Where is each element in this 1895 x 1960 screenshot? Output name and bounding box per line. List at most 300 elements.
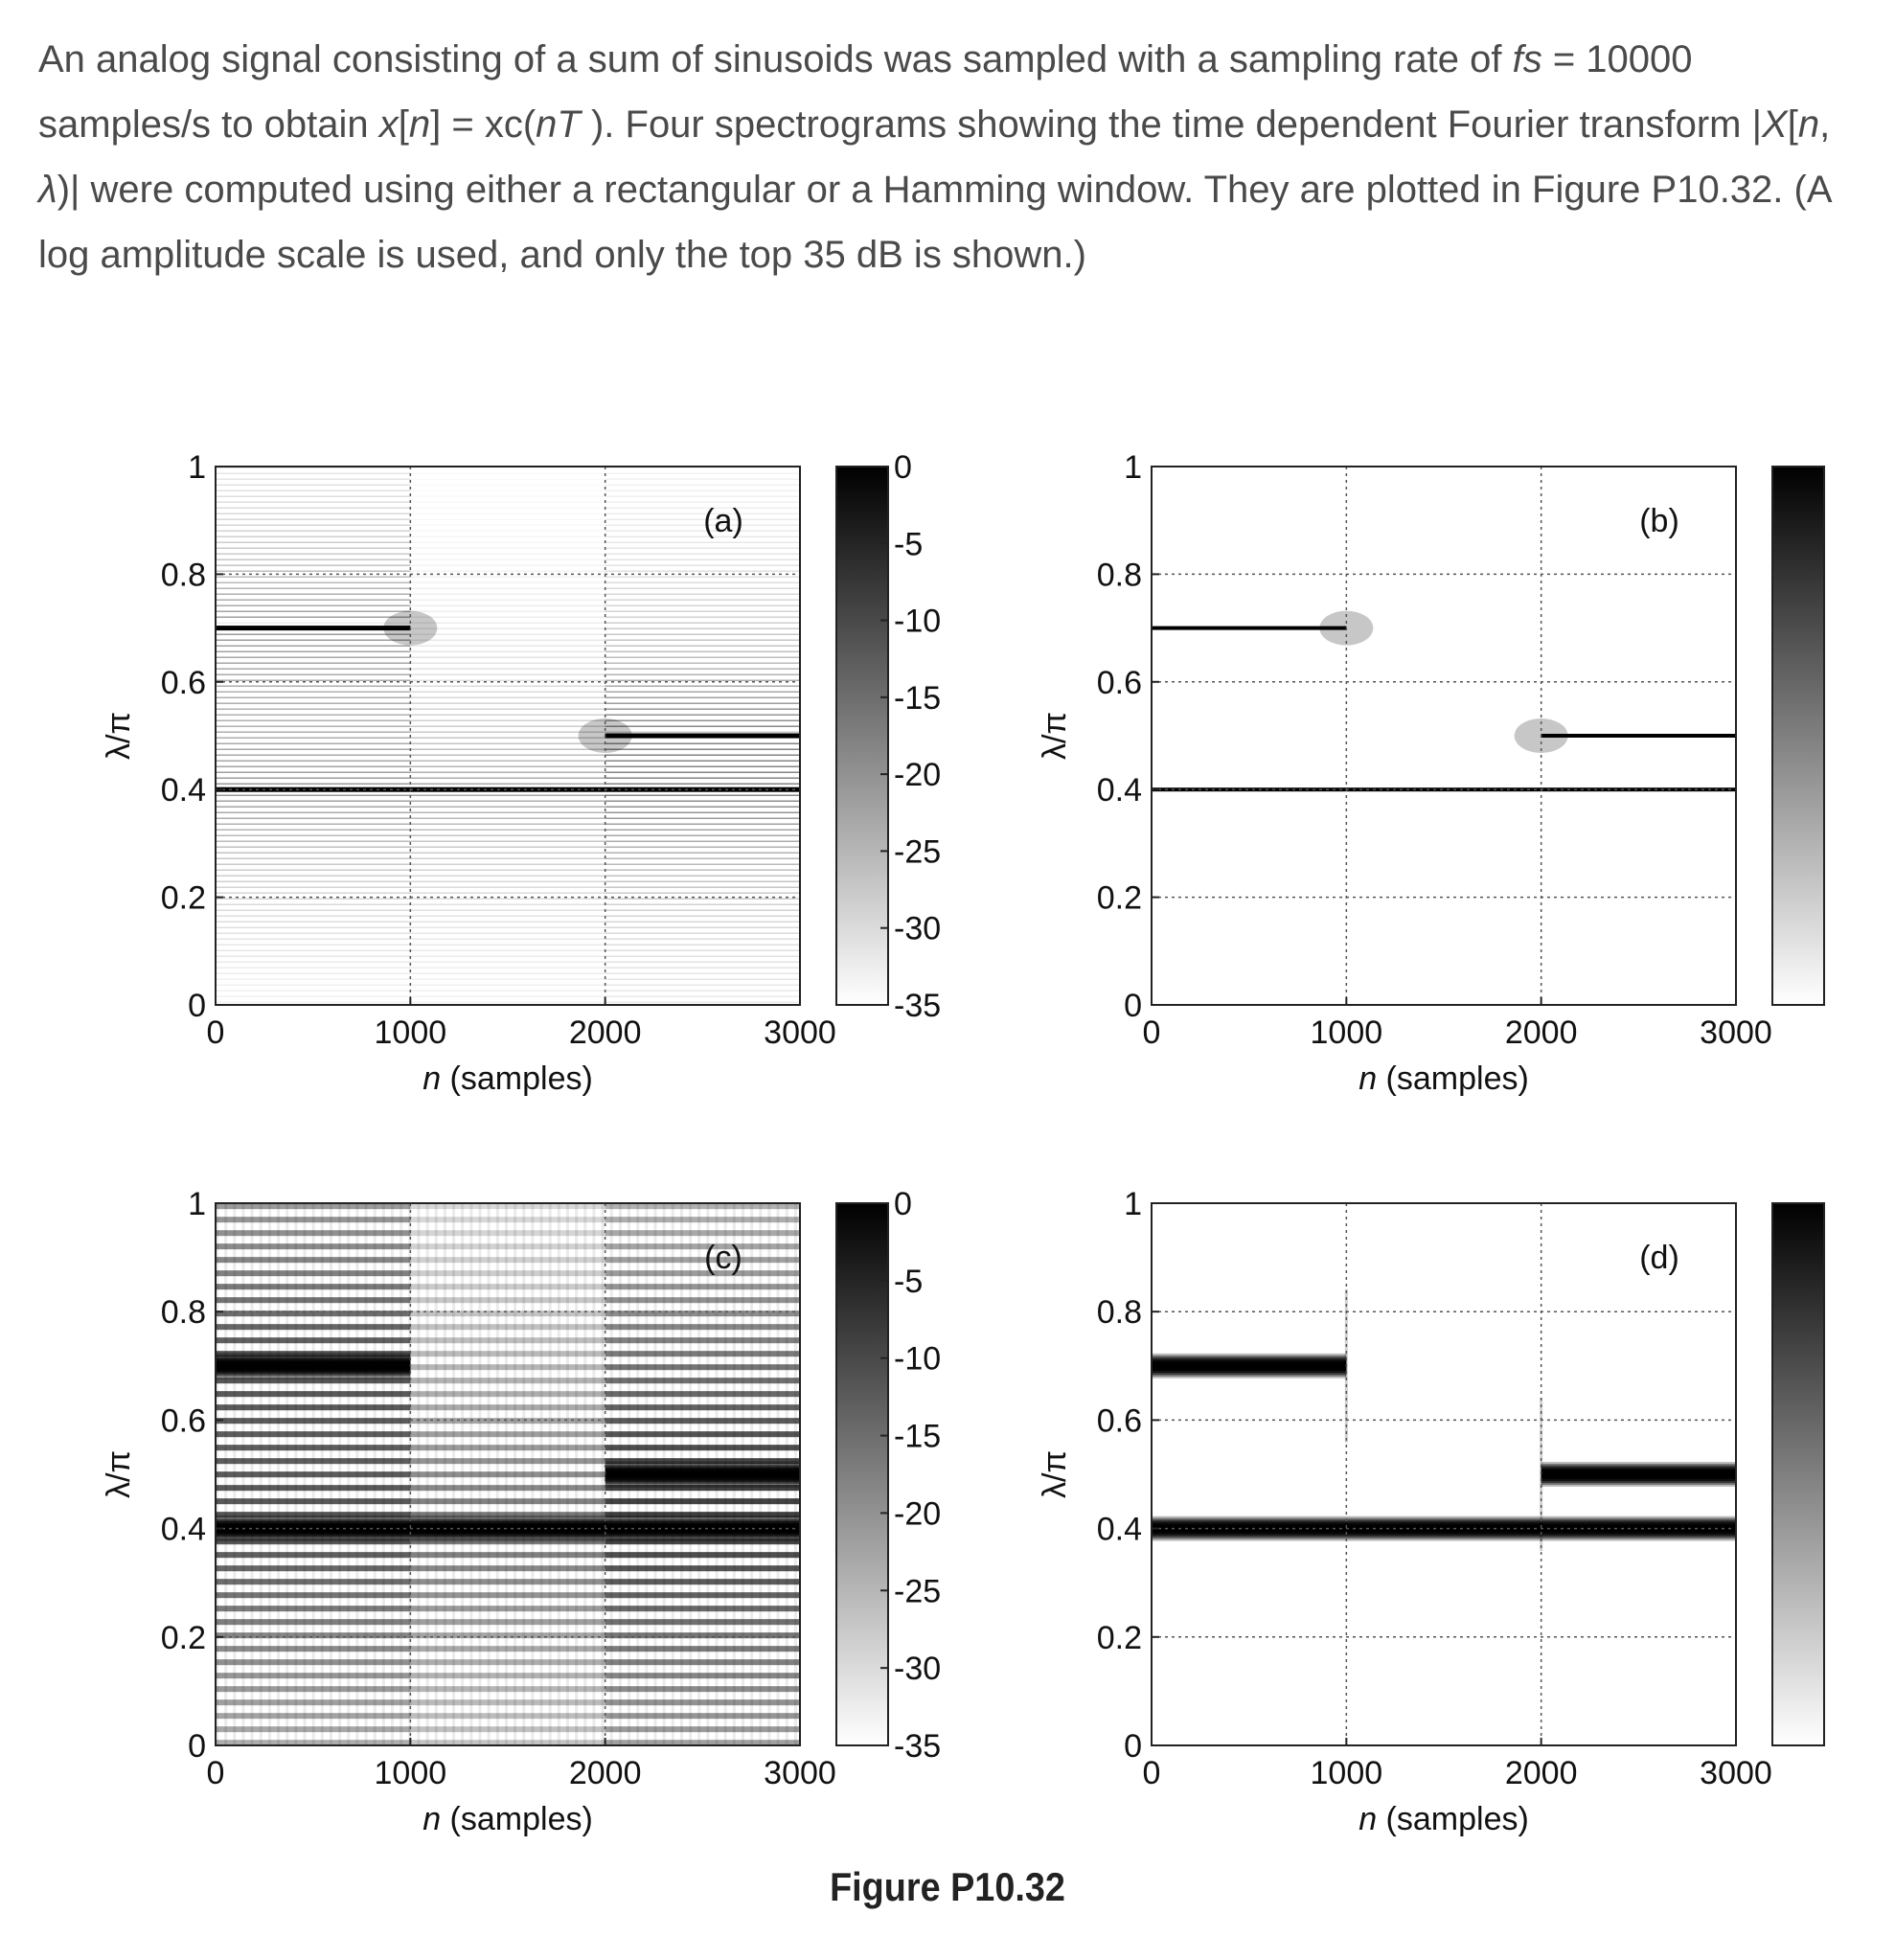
- sidelobe-ripple: [605, 887, 800, 888]
- sidelobe-ripple: [216, 663, 410, 664]
- ripple-column: [444, 1203, 446, 1745]
- sidelobe-ripple: [216, 715, 410, 716]
- y-tick-label: 0.8: [1096, 557, 1142, 594]
- y-axis-label: λ/π: [101, 712, 137, 760]
- ripple-column: [566, 1203, 569, 1745]
- sidelobe-ripple: [605, 979, 800, 980]
- sidelobe-ripple: [216, 904, 410, 905]
- sidelobe-ripple: [605, 956, 800, 957]
- ripple-column: [241, 1203, 244, 1745]
- sidelobe-ripple: [605, 646, 800, 647]
- sidelobe-ripple: [216, 950, 410, 951]
- sidelobe-ripple: [605, 1324, 800, 1330]
- sidelobe-ripple: [605, 542, 800, 543]
- sidelobe-ripple: [605, 1351, 800, 1356]
- y-tick-label: 0.4: [160, 772, 206, 809]
- sidelobe-ripple: [216, 473, 410, 474]
- ripple-column: [602, 1203, 605, 1745]
- sidelobe-ripple: [216, 807, 410, 808]
- sidelobe-ripple: [605, 881, 800, 882]
- sidelobe-ripple: [605, 761, 800, 762]
- sidelobe-ripple: [216, 933, 410, 934]
- sidelobe-ripple: [216, 634, 410, 635]
- sidelobe-ripple: [605, 1431, 800, 1437]
- sidelobe-ripple: [605, 904, 800, 905]
- sidelobe-ripple: [605, 697, 800, 698]
- sidelobe-ripple: [605, 922, 800, 923]
- sidelobe-ripple: [605, 973, 800, 974]
- sidelobe-ripple: [605, 692, 800, 693]
- colorbar: [1772, 467, 1824, 1005]
- x-tick-label: 0: [1142, 1755, 1161, 1791]
- spectral-band: [605, 734, 800, 739]
- x-tick-label: 1000: [1310, 1755, 1383, 1791]
- sidelobe-ripple: [216, 674, 410, 675]
- sidelobe-ripple: [216, 605, 410, 606]
- sidelobe-ripple: [605, 899, 800, 900]
- sidelobe-ripple: [605, 663, 800, 664]
- sidelobe-ripple: [216, 709, 410, 710]
- sidelobe-ripple: [605, 1270, 800, 1276]
- sidelobe-ripple: [216, 847, 410, 848]
- sidelobe-ripple: [216, 485, 410, 486]
- sidelobe-ripple: [216, 657, 410, 658]
- sidelobe-ripple: [216, 864, 410, 865]
- ripple-column: [277, 1203, 280, 1745]
- sidelobe-ripple: [605, 490, 800, 491]
- sidelobe-ripple: [216, 513, 410, 514]
- y-tick-label: 0.6: [1096, 1402, 1142, 1440]
- y-tick-label: 0.6: [160, 664, 206, 701]
- ripple-column: [479, 1203, 482, 1745]
- sidelobe-ripple: [605, 853, 800, 854]
- sidelobe-ripple: [605, 778, 800, 779]
- sidelobe-ripple: [605, 548, 800, 549]
- plot-contents: [216, 1203, 800, 1745]
- sidelobe-ripple: [216, 692, 410, 693]
- y-tick-label: 0.2: [1096, 1619, 1142, 1656]
- sidelobe-ripple: [216, 732, 410, 733]
- sidelobe-ripple: [605, 1284, 800, 1289]
- y-tick-label: 0.4: [160, 1511, 206, 1548]
- ripple-column: [233, 1203, 236, 1745]
- sidelobe-ripple: [605, 1699, 800, 1705]
- sidelobe-ripple: [605, 835, 800, 836]
- ripple-column: [469, 1203, 472, 1745]
- sidelobe-ripple: [605, 1418, 800, 1424]
- sidelobe-ripple: [216, 536, 410, 537]
- ripple-column: [531, 1203, 534, 1745]
- sidelobe-ripple: [216, 818, 410, 819]
- colorbar: [836, 1203, 888, 1745]
- colorbar-tick-label: -20: [894, 757, 942, 794]
- sidelobe-ripple: [605, 766, 800, 767]
- sidelobe-ripple: [216, 881, 410, 882]
- sidelobe-ripple: [605, 1713, 800, 1719]
- colorbar-tick-label: -5: [894, 1263, 924, 1300]
- ripple-column: [338, 1203, 341, 1745]
- x-axis-label: n (samples): [422, 1060, 593, 1097]
- sidelobe-ripple: [216, 554, 410, 555]
- sidelobe-ripple: [605, 870, 800, 871]
- sidelobe-ripple: [605, 876, 800, 877]
- sidelobe-ripple: [605, 1337, 800, 1343]
- sidelobe-ripple: [605, 1646, 800, 1652]
- x-tick-label: 3000: [1700, 1014, 1772, 1051]
- sidelobe-ripple: [605, 634, 800, 635]
- sidelobe-ripple: [216, 697, 410, 698]
- sidelobe-ripple: [605, 1404, 800, 1410]
- colorbar-tick-label: -30: [894, 1651, 942, 1688]
- sidelobe-ripple: [216, 755, 410, 756]
- sidelobe-ripple: [216, 588, 410, 589]
- sidelobe-ripple: [216, 858, 410, 859]
- x-tick-label: 2000: [568, 1755, 642, 1791]
- x-tick-label: 2000: [1504, 1014, 1578, 1051]
- sidelobe-ripple: [605, 1391, 800, 1397]
- sidelobe-ripple: [216, 479, 410, 480]
- x-tick-label: 1000: [374, 1014, 447, 1051]
- colorbar: [836, 467, 888, 1005]
- sidelobe-ripple: [216, 927, 410, 928]
- sidelobe-ripple: [216, 720, 410, 721]
- sidelobe-ripple: [605, 628, 800, 629]
- x-tick-label: 2000: [568, 1014, 642, 1051]
- sidelobe-ripple: [605, 841, 800, 842]
- colorbar-tick-label: -15: [894, 679, 942, 717]
- ripple-column: [592, 1203, 595, 1745]
- sidelobe-ripple: [216, 876, 410, 877]
- x-axis-label: n (samples): [422, 1801, 593, 1837]
- ripple-column: [435, 1203, 438, 1745]
- spectral-band: [1152, 1363, 1346, 1370]
- sidelobe-ripple: [216, 600, 410, 601]
- sidelobe-ripple: [216, 899, 410, 900]
- ripple-column: [347, 1203, 350, 1745]
- sidelobe-ripple: [605, 950, 800, 951]
- sidelobe-ripple: [605, 1378, 800, 1383]
- sidelobe-ripple: [216, 766, 410, 767]
- y-tick-label: 0.2: [1096, 879, 1142, 917]
- sidelobe-ripple: [605, 715, 800, 716]
- sidelobe-ripple: [605, 720, 800, 721]
- x-axis-label: n (samples): [1358, 1801, 1529, 1837]
- spectrogram-panel-2: [1037, 449, 1824, 1097]
- y-tick-label: 0.8: [160, 557, 206, 594]
- ripple-column: [294, 1203, 297, 1745]
- sidelobe-ripple: [605, 680, 800, 681]
- colorbar-tick-label: -10: [894, 1340, 942, 1378]
- spectral-band: [605, 1471, 800, 1478]
- y-tick-label: 0.6: [1096, 664, 1142, 701]
- sidelobe-ripple: [216, 669, 410, 670]
- sidelobe-ripple: [216, 525, 410, 526]
- sidelobe-ripple: [216, 680, 410, 681]
- sidelobe-ripple: [605, 1592, 800, 1598]
- sidelobe-ripple: [605, 582, 800, 583]
- x-tick-label: 0: [206, 1755, 225, 1791]
- y-tick-label: 0.2: [160, 1619, 206, 1656]
- ripple-column: [374, 1203, 377, 1745]
- sidelobe-ripple: [216, 784, 410, 785]
- y-tick-label: 0.2: [160, 879, 206, 917]
- x-tick-label: 2000: [1504, 1755, 1578, 1791]
- sidelobe-ripple: [605, 1552, 800, 1558]
- sidelobe-ripple: [605, 640, 800, 641]
- problem-text: An analog signal consisting of a sum of sinusoids was sampled with a sampling rate of fs = 10000 samples/s to obtain x[n] = xc(nT ). Four spectrograms showing the time dependent Fourier transform |X[n, λ)| were computed using either a rectangular or a Hamming window. They are plotted in Figure P10.32. (A log amplitude scale is used, and only the top 35 dB is shown.): [38, 38, 1831, 276]
- sidelobe-ripple: [605, 996, 800, 997]
- sidelobe-ripple: [216, 508, 410, 509]
- ripple-column: [312, 1203, 315, 1745]
- sidelobe-ripple: [216, 502, 410, 503]
- sidelobe-ripple: [605, 577, 800, 578]
- sidelobe-ripple: [216, 686, 410, 687]
- sidelobe-ripple: [605, 588, 800, 589]
- sidelobe-ripple: [216, 962, 410, 963]
- ripple-column: [583, 1203, 586, 1745]
- sidelobe-ripple: [605, 1498, 800, 1504]
- sidelobe-ripple: [216, 565, 410, 566]
- ripple-column: [321, 1203, 324, 1745]
- sidelobe-ripple: [605, 1673, 800, 1678]
- ripple-column: [382, 1203, 385, 1745]
- panel-label: (d): [1639, 1240, 1679, 1276]
- colorbar: [1772, 1203, 1824, 1745]
- x-tick-label: 1000: [1310, 1014, 1383, 1051]
- sidelobe-ripple: [605, 1686, 800, 1692]
- y-tick-label: 0.6: [160, 1402, 206, 1440]
- sidelobe-ripple: [605, 795, 800, 796]
- figure-caption: Figure P10.32: [830, 1864, 1065, 1909]
- sidelobe-ripple: [605, 818, 800, 819]
- sidelobe-ripple: [216, 853, 410, 854]
- sidelobe-ripple: [605, 807, 800, 808]
- sidelobe-ripple: [605, 565, 800, 566]
- sidelobe-ripple: [605, 1659, 800, 1665]
- colorbar-tick-label: -35: [894, 1728, 942, 1765]
- sidelobe-ripple: [216, 893, 410, 894]
- colorbar-tick-label: -5: [894, 526, 924, 563]
- ripple-column: [496, 1203, 499, 1745]
- sidelobe-ripple: [216, 956, 410, 957]
- sidelobe-ripple: [605, 916, 800, 917]
- x-tick-label: 3000: [764, 1014, 836, 1051]
- y-tick-label: 0.4: [1096, 772, 1142, 809]
- sidelobe-ripple: [216, 594, 410, 595]
- sidelobe-ripple: [216, 778, 410, 779]
- y-axis-label: λ/π: [101, 1450, 137, 1498]
- sidelobe-ripple: [216, 910, 410, 911]
- sidelobe-ripple: [605, 485, 800, 486]
- ripple-column: [330, 1203, 332, 1745]
- sidelobe-ripple: [605, 1606, 800, 1611]
- sidelobe-ripple: [605, 559, 800, 560]
- colorbar-tick-label: -15: [894, 1418, 942, 1455]
- sidelobe-ripple: [605, 801, 800, 802]
- sidelobe-ripple: [216, 640, 410, 641]
- sidelobe-ripple: [216, 496, 410, 497]
- sidelobe-ripple: [216, 761, 410, 762]
- sidelobe-ripple: [605, 1203, 800, 1209]
- sidelobe-ripple: [216, 582, 410, 583]
- sidelobe-ripple: [605, 755, 800, 756]
- sidelobe-ripple: [605, 605, 800, 606]
- sidelobe-ripple: [216, 490, 410, 491]
- sidelobe-ripple: [605, 1632, 800, 1638]
- sidelobe-ripple: [216, 772, 410, 773]
- sidelobe-ripple: [605, 962, 800, 963]
- ripple-column: [540, 1203, 543, 1745]
- sidelobe-ripple: [216, 559, 410, 560]
- ripple-column: [285, 1203, 288, 1745]
- sidelobe-ripple: [605, 749, 800, 750]
- sidelobe-ripple: [605, 611, 800, 612]
- sidelobe-ripple: [605, 651, 800, 652]
- ripple-column: [558, 1203, 560, 1745]
- sidelobe-ripple: [216, 812, 410, 813]
- spectrogram-panel-3: [101, 1186, 941, 1837]
- sidelobe-ripple: [216, 617, 410, 618]
- y-tick-label: 0.4: [1096, 1511, 1142, 1548]
- ripple-column: [417, 1203, 420, 1745]
- ripple-column: [426, 1203, 429, 1745]
- sidelobe-ripple: [216, 830, 410, 831]
- sidelobe-ripple: [605, 703, 800, 704]
- sidelobe-ripple: [605, 939, 800, 940]
- sidelobe-ripple: [605, 824, 800, 825]
- x-axis-label: n (samples): [1358, 1060, 1529, 1097]
- sidelobe-ripple: [216, 801, 410, 802]
- sidelobe-ripple: [216, 939, 410, 940]
- sidelobe-ripple: [605, 1002, 800, 1003]
- sidelobe-ripple: [605, 1297, 800, 1303]
- y-tick-label: 0: [188, 988, 206, 1024]
- sidelobe-ripple: [216, 922, 410, 923]
- spectral-band: [1541, 734, 1736, 738]
- sidelobe-ripple: [605, 858, 800, 859]
- sidelobe-ripple: [216, 945, 410, 946]
- y-tick-label: 1: [188, 1186, 206, 1222]
- sidelobe-ripple: [605, 1619, 800, 1625]
- y-tick-label: 0: [188, 1728, 206, 1765]
- panel-label: (c): [704, 1240, 742, 1276]
- x-tick-label: 0: [1142, 1014, 1161, 1051]
- colorbar-tick-label: -35: [894, 988, 942, 1024]
- colorbar-tick-label: 0: [894, 449, 912, 486]
- colorbar-tick-label: -20: [894, 1495, 942, 1533]
- y-tick-label: 0: [1124, 988, 1142, 1024]
- sidelobe-ripple: [605, 864, 800, 865]
- sidelobe-ripple: [605, 812, 800, 813]
- panel-label: (b): [1639, 503, 1679, 539]
- sidelobe-ripple: [216, 743, 410, 744]
- sidelobe-ripple: [605, 772, 800, 773]
- sidelobe-ripple: [216, 738, 410, 739]
- sidelobe-ripple: [216, 703, 410, 704]
- ripple-column: [549, 1203, 552, 1745]
- sidelobe-ripple: [216, 824, 410, 825]
- sidelobe-ripple: [216, 835, 410, 836]
- sidelobe-ripple: [605, 479, 800, 480]
- sidelobe-ripple: [216, 548, 410, 549]
- sidelobe-ripple: [605, 1726, 800, 1732]
- sidelobe-ripple: [605, 1579, 800, 1584]
- sidelobe-ripple: [605, 1445, 800, 1450]
- sidelobe-ripple: [216, 726, 410, 727]
- sidelobe-ripple: [605, 893, 800, 894]
- ripple-column: [452, 1203, 455, 1745]
- sidelobe-ripple: [216, 611, 410, 612]
- sidelobe-ripple: [605, 927, 800, 928]
- sidelobe-ripple: [216, 795, 410, 796]
- sidelobe-ripple: [605, 968, 800, 969]
- sidelobe-ripple: [216, 916, 410, 917]
- colorbar-tick-label: 0: [894, 1186, 912, 1222]
- ripple-column: [514, 1203, 516, 1745]
- sidelobe-ripple: [605, 709, 800, 710]
- y-tick-label: 1: [188, 449, 206, 486]
- y-tick-label: 1: [1124, 449, 1142, 486]
- sidelobe-ripple: [605, 830, 800, 831]
- y-tick-label: 0: [1124, 1728, 1142, 1765]
- sidelobe-ripple: [216, 887, 410, 888]
- panel-label: (a): [703, 503, 743, 539]
- ripple-column: [365, 1203, 368, 1745]
- sidelobe-ripple: [605, 1565, 800, 1571]
- sidelobe-ripple: [605, 617, 800, 618]
- x-tick-label: 3000: [764, 1755, 836, 1791]
- sidelobe-ripple: [605, 623, 800, 624]
- ripple-column: [268, 1203, 271, 1745]
- ripple-column: [461, 1203, 464, 1745]
- spectrogram-panel-4: [1037, 1186, 1824, 1837]
- y-axis-label: λ/π: [1037, 712, 1073, 760]
- sidelobe-ripple: [605, 1364, 800, 1370]
- x-tick-label: 3000: [1700, 1755, 1772, 1791]
- sidelobe-ripple: [605, 594, 800, 595]
- sidelobe-ripple: [605, 1217, 800, 1222]
- sidelobe-ripple: [605, 571, 800, 572]
- y-tick-label: 0.8: [1096, 1294, 1142, 1332]
- sidelobe-ripple: [605, 1230, 800, 1236]
- spectral-band: [1541, 1471, 1736, 1478]
- colorbar-tick-label: -25: [894, 1573, 942, 1610]
- sidelobe-ripple: [216, 646, 410, 647]
- spectral-band: [216, 1362, 410, 1369]
- spectrogram-figure: [0, 422, 1895, 1916]
- x-tick-label: 0: [206, 1014, 225, 1051]
- ripple-column: [505, 1203, 508, 1745]
- sidelobe-ripple: [216, 577, 410, 578]
- spectrogram-panel-1: [101, 449, 941, 1097]
- sidelobe-ripple: [605, 743, 800, 744]
- sidelobe-ripple: [216, 531, 410, 532]
- colorbar-tick-label: -30: [894, 910, 942, 947]
- ripple-column: [522, 1203, 525, 1745]
- ripple-column: [355, 1203, 358, 1745]
- colorbar-tick-label: -25: [894, 833, 942, 871]
- ripple-column: [391, 1203, 394, 1745]
- sidelobe-ripple: [605, 1243, 800, 1249]
- problem-statement: [38, 27, 1859, 287]
- sidelobe-ripple: [216, 571, 410, 572]
- ripple-column: [304, 1203, 307, 1745]
- ripple-column: [575, 1203, 578, 1745]
- ripple-column: [224, 1203, 227, 1745]
- sidelobe-ripple: [216, 519, 410, 520]
- sidelobe-ripple: [605, 600, 800, 601]
- sidelobe-ripple: [605, 933, 800, 934]
